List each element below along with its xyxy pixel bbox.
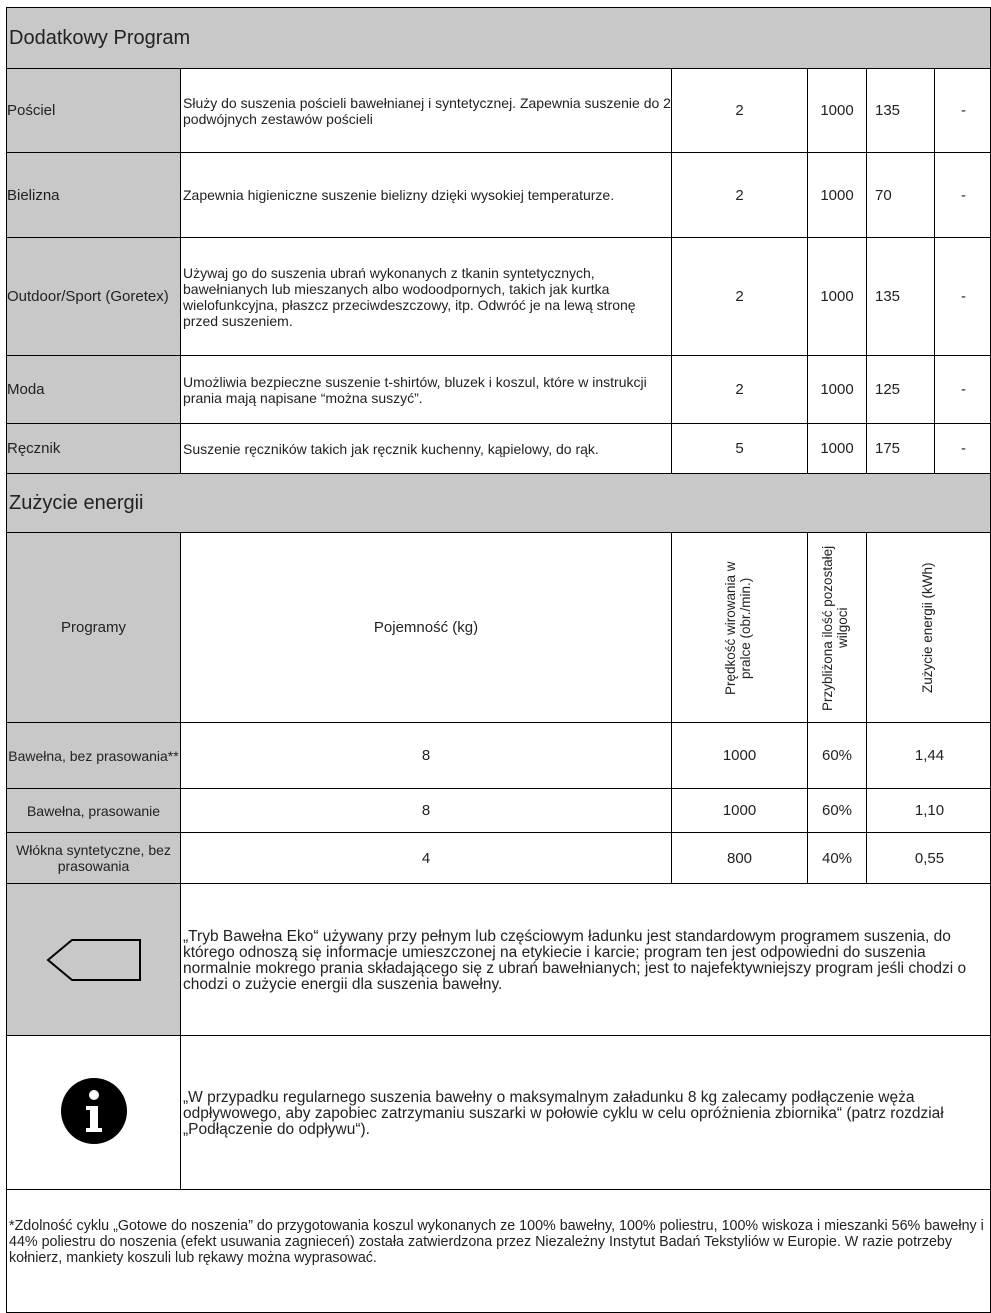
program-value: 1000 [808, 238, 867, 355]
program-value: - [961, 186, 966, 204]
program-row [6, 153, 991, 238]
program-value: 135 [867, 238, 935, 355]
header-programs: Programy [7, 533, 181, 722]
document-page [6, 7, 991, 1313]
footnote [6, 1190, 991, 1313]
header-energy-label: Zużycie energii (kWh) [919, 562, 935, 693]
program-description: Używaj go do suszenia ubrań wykonanych z tkanin syntetycznych, bawełnianych lub mieszanych albo wodoodpornych, takich jak kurtka wielofunkcyjna, płaszcz przeciwdeszczowy, itp. Odwróć je na lewą stronę przed suszeniem. [181, 238, 672, 355]
program-value: 2 [672, 356, 808, 423]
program-value: 1000 [808, 356, 867, 423]
info-icon [58, 1073, 130, 1153]
program-value: 2 [672, 238, 808, 355]
energy-value: 0,55 [914, 849, 945, 867]
energy-program: Włókna syntetyczne, bez prasowania [7, 833, 181, 883]
program-value: 2 [672, 153, 808, 237]
energy-value: 1,44 [914, 747, 945, 764]
energy-moisture: 40% [808, 833, 867, 883]
energy-capacity: 8 [181, 789, 672, 832]
footnote-text: *Zdolność cyklu „Gotowe do noszenia” do przygotowania koszul wykonanych ze 100% bawełny, 100% poliestru, 100% wiskoza i mieszanki 56% bawełny i 44% poliestru do noszenia (efekt usuwania zagnieceń) została zatwierdzona przez Niezależny Instytut Badań Tekstyliów w Europie. W razie potrzeby kołnierz, mankiety koszuli lub rękawy można wyprasować. [9, 1218, 984, 1266]
program-value: 5 [672, 424, 808, 473]
program-row [6, 69, 991, 153]
energy-value: 1,10 [914, 802, 945, 819]
program-description: Umożliwia bezpieczne suszenie t-shirtów, bluzek i koszul, które w instrukcji prania mają napisane “można suszyć”. [181, 356, 672, 423]
energy-row [6, 789, 991, 833]
header-spin-speed-label: Prędkość wirowania w pralce (obr./min.) [722, 560, 753, 695]
program-name: Outdoor/Sport (Goretex) [7, 238, 181, 355]
section-title: Dodatkowy Program [9, 26, 191, 49]
info-icon-cell [7, 1036, 181, 1189]
program-value: 1000 [808, 69, 867, 152]
program-value: 70 [867, 153, 935, 237]
energy-program: Bawełna, bez prasowania** [7, 723, 181, 788]
energy-spin: 1000 [672, 789, 808, 832]
program-name: Pościel [7, 69, 181, 152]
header-moisture [808, 533, 867, 722]
info-note-text: „W przypadku regularnego suszenia bawełny o maksymalnym załadunku 8 kg zalecamy podłączenie węża odpływowego, aby zapobiec zatrzymaniu suszarki w połowie cyklu w celu opróżnienia zbiornika“ (patrz rozdział „Podłączenie do odpływu“). [183, 1088, 944, 1138]
program-description: Suszenie ręczników takich jak ręcznik kuchenny, kąpielowy, do rąk. [181, 424, 672, 473]
program-value: 135 [867, 69, 935, 152]
program-name: Ręcznik [7, 424, 181, 473]
eco-icon-cell [7, 884, 181, 1035]
program-value: - [961, 102, 966, 119]
energy-header-row [6, 533, 991, 723]
program-name: Bielizna [7, 153, 181, 237]
energy-capacity: 4 [181, 833, 672, 883]
program-description: Służy do suszenia pościeli bawełnianej i syntetycznej. Zapewnia suszenie do 2 podwójnych zestawów pościeli [181, 69, 672, 152]
energy-spin: 1000 [672, 723, 808, 788]
tag-outline-icon [44, 935, 144, 985]
program-row [6, 238, 991, 356]
info-note-row [6, 1036, 991, 1190]
program-value: 175 [867, 424, 935, 473]
section-header-energy [6, 474, 991, 533]
program-row [6, 356, 991, 424]
header-spin-speed [672, 533, 808, 722]
eco-note-text: „Tryb Bawełna Eko“ używany przy pełnym lub częściowym ładunku jest standardowym programem suszenia, do którego odnoszą się informacje umieszczonej na etykiecie i karcie; program ten jest odpowiedni do suszenia normalnie mokrego prania składającego się z ubrań bawełnianych; jest to najefektywniejszy program jeśli chodzi o chodzi o zużycie energii dla suszenia bawełny. [183, 927, 967, 993]
energy-moisture: 60% [808, 723, 867, 788]
energy-moisture: 60% [808, 789, 867, 832]
program-value: - [961, 440, 966, 457]
energy-capacity: 8 [181, 723, 672, 788]
section-header-additional-program [6, 7, 991, 69]
energy-program: Bawełna, prasowanie [7, 789, 181, 832]
program-value: 1000 [808, 153, 867, 237]
program-value: - [961, 381, 966, 398]
header-moisture-label: Przybliżona ilość pozostałej wilgoci [820, 544, 850, 711]
energy-row [6, 723, 991, 789]
energy-row [6, 833, 991, 884]
header-energy [867, 533, 991, 722]
program-row [6, 424, 991, 474]
program-value: - [961, 288, 966, 305]
energy-spin: 800 [672, 833, 808, 883]
program-name: Moda [7, 356, 181, 423]
program-description: Zapewnia higieniczne suszenie bielizny dzięki wysokiej temperaturze. [181, 153, 672, 237]
section-title: Zużycie energii [9, 491, 144, 514]
program-value: 125 [867, 356, 935, 423]
program-value: 2 [672, 69, 808, 152]
eco-note-row [6, 884, 991, 1036]
header-capacity: Pojemność (kg) [181, 533, 672, 722]
program-value: 1000 [808, 424, 867, 473]
